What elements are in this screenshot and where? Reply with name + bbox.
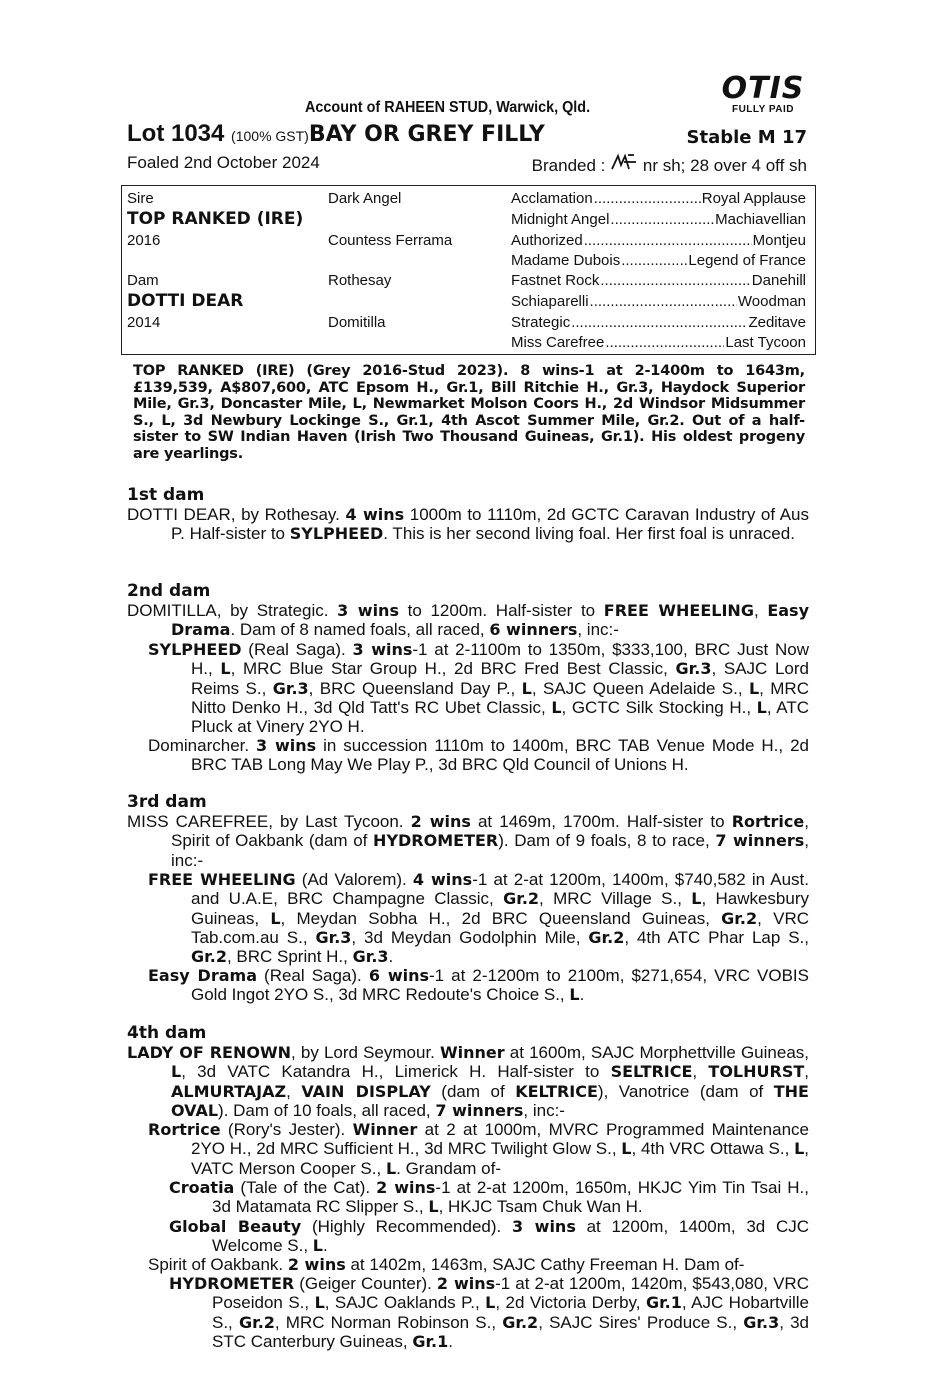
gg-sire: Midnight Angel <box>511 211 610 228</box>
progeny-entry: Spirit of Oakbank. 2 wins at 1402m, 1463m, SAJC Cathy Freeman H. Dam of- <box>148 1255 745 1274</box>
lot-line <box>127 120 545 148</box>
dam-4-entry: LADY OF RENOWN, by Lord Seymour. Winner at 1600m, SAJC Morphettville Guineas, L, 3d VATC Katandra H., Limerick H. Half-sister to SELTRICE, TOLHURST, ALMURTAJAZ, VAIN DISPLAY (dam of KELTRICE), Vanotrice (dam of THE OVAL). Dam of 10 foals, all raced, 7 winners, inc:- <box>127 1043 810 1120</box>
gst-note: (100% GST) <box>231 128 309 144</box>
section-3rd-dam: 3rd dam <box>127 792 207 812</box>
section-2nd-dam: 2nd dam <box>127 581 211 601</box>
gg-row <box>511 190 806 207</box>
sire-dam: Countess Ferrama <box>328 232 453 249</box>
gg-row <box>511 334 806 351</box>
gg-dam-sire: Last Tycoon <box>725 334 806 351</box>
stable-code: Stable M 17 <box>686 127 807 148</box>
gg-row <box>511 272 806 289</box>
grand-progeny-entry: HYDROMETER (Geiger Counter). 2 wins-1 at 2-at 1200m, 1420m, $543,080, VRC Poseidon S., L, SAJC Oaklands P., L, 2d Victoria Derby, Gr.1, AJC Hobartville S., Gr.2, MRC Norman Robinson S., Gr.2, SAJC Sires' Produce S., Gr.3, 3d STC Canterbury Guineas, Gr.1. <box>169 1274 809 1351</box>
dam-2-entry: DOMITILLA, by Strategic. 3 wins to 1200m. Half-sister to FREE WHEELING, Easy Drama. Dam of 8 named foals, all raced, 6 winners, inc:- <box>127 601 810 640</box>
gg-sire: Strategic <box>511 314 571 331</box>
account-line: Account of RAHEEN STUD, Warwick, Qld. <box>305 99 591 116</box>
branded-label: Branded : <box>531 156 606 175</box>
gg-dam-sire: Zeditave <box>748 314 806 331</box>
lot-sex: BAY OR GREY FILLY <box>308 122 545 147</box>
sire-sire: Dark Angel <box>328 190 402 207</box>
gg-dam-sire: Machiavellian <box>715 211 806 228</box>
progeny-entry: FREE WHEELING (Ad Valorem). 4 wins-1 at 2-at 1200m, 1400m, $740,582 in Aust. and U.A.E, BRC Champagne Classic, Gr.2, MRC Village S., L, Hawkesbury Guineas, L, Meydan Sobha H., 2d BRC Queensland Guineas, Gr.2, VRC Tab.com.au S., Gr.3, 3d Meydan Godolphin Mile, Gr.2, 4th ATC Phar Lap S., Gr.2, BRC Sprint H., Gr.3. <box>148 870 810 967</box>
gg-sire: Madame Dubois <box>511 252 621 269</box>
branded-text: nr sh; 28 over 4 off sh <box>642 156 807 175</box>
progeny-entry: Easy Drama (Real Saga). 6 wins-1 at 2-1200m to 2100m, $271,654, VRC VOBIS Gold Ingot 2YO S., 3d MRC Redoute's Choice S., L. <box>148 966 809 1005</box>
otis-logo <box>720 71 806 116</box>
progeny-entry: SYLPHEED (Real Saga). 3 wins-1 at 2-1100m to 1350m, $333,100, BRC Just Now H., L, MRC Blue Star Group H., 2d BRC Fred Best Classic, Gr.3, SAJC Lord Reims S., Gr.3, BRC Queensland Day P., L, SAJC Queen Adelaide S., L, MRC Nitto Denko H., 3d Qld Tatt's RC Ubet Classic, L, GCTC Silk Stocking H., L, ATC Pluck at Vinery 2YO H. <box>148 640 809 737</box>
logo-mark: OTIS <box>721 71 805 106</box>
sire-summary: TOP RANKED (IRE) (Grey 2016-Stud 2023). 8 wins-1 at 2-1400m to 1643m, £139,539, A$807,600, ATC Epsom H., Gr.1, Bill Ritchie H., Gr.3, Haydock Superior Mile, Gr.3, Doncaster Mile, L, Newmarket Molson Coors H., 2d Windsor Midsummer S., L, 3d Newbury Lockinge S., Gr.1, 4th Ascot Summer Mile, Gr.2. Out of a half-sister to SW Indian Haven (Irish Two Thousand Guineas, Gr.1). His oldest progeny are yearlings. <box>133 363 805 462</box>
grand-progeny-entry: Global Beauty (Highly Recommended). 3 wins at 1200m, 1400m, 3d CJC Welcome S., L. <box>169 1217 809 1256</box>
brand-mark-icon <box>610 153 638 178</box>
dam-dam: Domitilla <box>328 314 386 331</box>
progeny-entry: Rortrice (Rory's Jester). Winner at 2 at 1000m, MVRC Programmed Maintenance 2YO H., 2d MRC Sufficient H., 3d MRC Twilight Glow S., L, 4th VRC Ottawa S., L, VATC Merson Cooper S., L. Grandam of- <box>148 1120 809 1178</box>
gg-row <box>511 293 806 310</box>
progeny-entry: Dominarcher. 3 wins in succession 1110m to 1400m, BRC TAB Venue Mode H., 2d BRC TAB Long May We Play P., 3d BRC Qld Council of Unions H. <box>148 736 809 775</box>
logo-sub: FULLY PAID <box>731 104 795 115</box>
sire-label: Sire <box>127 190 154 207</box>
dam-name: DOTTI DEAR <box>127 291 244 311</box>
gg-row <box>511 211 806 228</box>
gg-sire: Miss Carefree <box>511 334 605 351</box>
dam-1-entry: DOTTI DEAR, by Rothesay. 4 wins 1000m to 1110m, 2d GCTC Caravan Industry of Aus P. Half-sister to SYLPHEED. This is her second living foal. Her first foal is unraced. <box>127 505 809 544</box>
lot-number: Lot 1034 <box>127 120 225 147</box>
section-1st-dam: 1st dam <box>127 485 205 505</box>
gg-dam-sire: Legend of France <box>688 252 806 269</box>
dam-3-entry: MISS CAREFREE, by Last Tycoon. 2 wins at 1469m, 1700m. Half-sister to Rortrice, Spirit of Oakbank (dam of HYDROMETER). Dam of 9 foals, 8 to race, 7 winners, inc:- <box>127 812 809 870</box>
gg-sire: Authorized <box>511 232 583 249</box>
gg-sire: Schiaparelli <box>511 293 589 310</box>
gg-dam-sire: Royal Applause <box>701 190 806 207</box>
dam-sire: Rothesay <box>328 272 392 289</box>
gg-row <box>511 314 806 331</box>
branded-line <box>532 153 807 178</box>
dam-label: Dam <box>127 272 159 289</box>
grand-progeny-entry: Croatia (Tale of the Cat). 2 wins-1 at 2-at 1200m, 1650m, HKJC Yim Tin Tsai H., 3d Matamata RC Slipper S., L, HKJC Tsam Chuk Wan H. <box>169 1178 810 1217</box>
gg-sire: Acclamation <box>511 190 593 207</box>
sire-name: TOP RANKED (IRE) <box>127 209 304 229</box>
sire-year: 2016 <box>127 232 161 249</box>
gg-dam-sire: Danehill <box>751 272 806 289</box>
gg-row <box>511 252 806 269</box>
dam-year: 2014 <box>127 314 161 331</box>
gg-dam-sire: Woodman <box>737 293 806 310</box>
gg-dam-sire: Montjeu <box>752 232 806 249</box>
gg-sire: Fastnet Rock <box>511 272 600 289</box>
gg-row <box>511 232 806 249</box>
foaled-date: Foaled 2nd October 2024 <box>127 153 320 172</box>
section-4th-dam: 4th dam <box>127 1023 207 1043</box>
